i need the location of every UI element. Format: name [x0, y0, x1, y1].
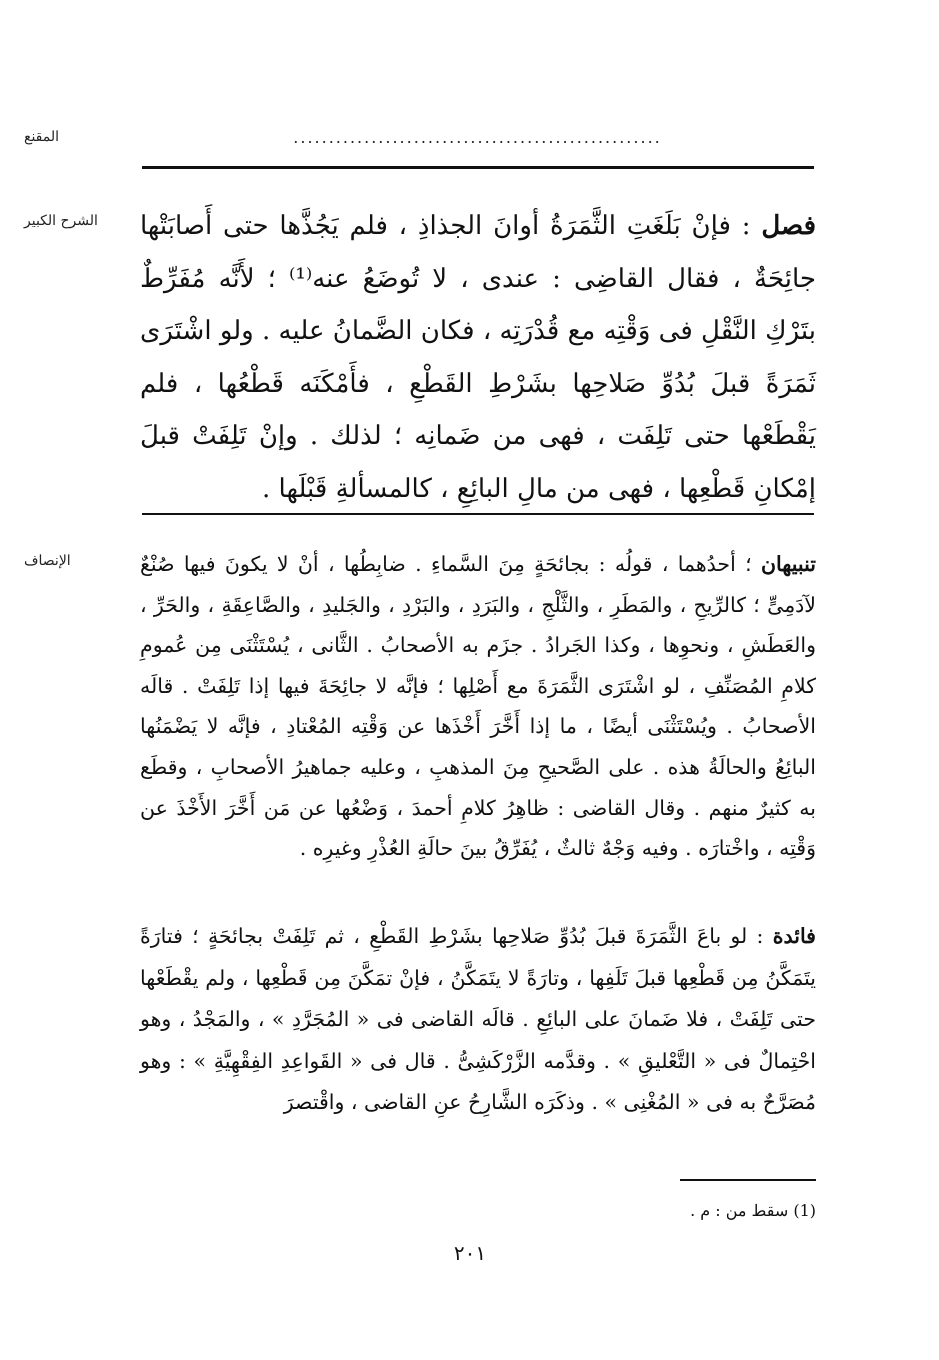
- book-title: المقنع: [24, 129, 60, 145]
- page-number: ٢٠١: [453, 1241, 487, 1265]
- sharh-label: الشرح الكبير: [24, 213, 98, 229]
- insaf-section: [140, 544, 816, 869]
- insaf-text: ؛ أحدُهما ، قولُه : بجائحَةٍ مِنَ السَّماءِ . ضابِطُها ، أنْ لا يكونَ فيها صُنْعٌ لآدَمِىٍّ ؛ كالرِّيحِ ، والمَطَرِ ، والثَّلْجِ ، والبَرَدِ ، والبَرْدِ ، والجَليدِ ، والصَّاعِقَةِ ، والحَرِّ ، والعَطَشِ ، ونحوِها ، وكذا الجَرادُ . جزَم به الأصحابُ . الثَّانى ، يُسْتَثْنَى مِن عُمومِ كلامِ المُصَنِّفِ ، لو اشْتَرَى الثَّمَرَةَ مع أَصْلِها ؛ فإنَّه لا جائِحَةَ فيها إذا تَلِفَتْ . قالَه الأصحابُ . ويُسْتَثْنَى أيضًا ، ما إذا أَخَّرَ أَخْذَها عن وَقْتِه المُعْتادِ ، فإنَّه لا يَضْمَنُها البائِعُ والحالَةُ هذه . على الصَّحيحِ مِنَ المذهبِ ، وعليه جماهيرُ الأصحابِ ، وقطَع به كثيرٌ منهم . وقال القاضى : ظاهِرُ كلامِ أحمدَ ، وَضْعُها عن مَن أَخَّرَ الأَخْذَ عن وَقْتِه ، واخْتارَه . وفيه وَجْهٌ ثالثٌ ، يُفَرِّقُ بينَ حالَةِ العُذْرِ وغيرِه .: [140, 552, 816, 861]
- header-rule: [142, 166, 814, 169]
- footnote: (1) سقط من : م .: [690, 1201, 816, 1220]
- faida-text: : لو باعَ الثَّمَرَةَ قبلَ بُدُوِّ صَلاحِها بشَرْطِ القَطْعِ ، ثم تَلِفَتْ بجائحَةٍ ؛ فتارَةً يتَمَكَّنُ مِن قَطْعِها قبلَ تَلَفِها ، وتارَةً لا يتَمَكَّنُ ، فإنْ تمَكَّنَ مِن قَطْعِها ، ولم يقْطَعْها حتى تَلِفَتْ ، فلا ضَمانَ على البائِعِ . قالَه القاضى فى « المُجَرَّدِ » ، والمَجْدُ ، وهو احْتِمالٌ فى « التَّعْليقِ » . وقدَّمه الزَّرْكَشِىُّ . قال فى « القَواعِدِ الفِقْهِيَّةِ » : وهو مُصَرَّحٌ به فى « المُغْنِى » . وذكَرَه الشَّارِحُ عنِ القاضى ، واقْتصرَ: [140, 924, 816, 1114]
- sharh-lead: فصل: [761, 211, 816, 241]
- faida-lead: فائدة: [772, 924, 816, 948]
- footnote-rule: [680, 1179, 816, 1181]
- sharh-section: [140, 200, 816, 515]
- section-divider: [142, 513, 814, 515]
- header-dotted-line: ....................................................: [293, 130, 662, 146]
- insaf-label: الإنصاف: [24, 553, 71, 569]
- sharh-text: : فإنْ بَلَغَتِ الثَّمَرَةُ أوانَ الجذاذِ ، فلم يَجُذَّها حتى أَصابَتْها جائِحَةٌ ، فقال القاضِى : عندى ، لا تُوضَعُ عنه⁽¹⁾ ؛ لأَنَّه مُفَرِّطٌ بتَرْكِ النَّقْلِ فى وَقْتِه مع قُدْرَتِه ، فكان الضَّمانُ عليه . ولو اشْتَرَى ثَمَرَةً قبلَ بُدُوِّ صَلاحِها بشَرْطِ القَطْعِ ، فأَمْكَنَه قَطْعُها ، فلم يَقْطَعْها حتى تَلِفَت ، فهى من ضَمانِه ؛ لذلك . وإنْ تَلِفَتْ قبلَ إمْكانِ قَطْعِها ، فهى من مالِ البائِعِ ، كالمسألةِ قَبْلَها .: [140, 211, 816, 504]
- insaf-lead: تنبيهان: [760, 552, 816, 576]
- faida-section: [140, 916, 816, 1124]
